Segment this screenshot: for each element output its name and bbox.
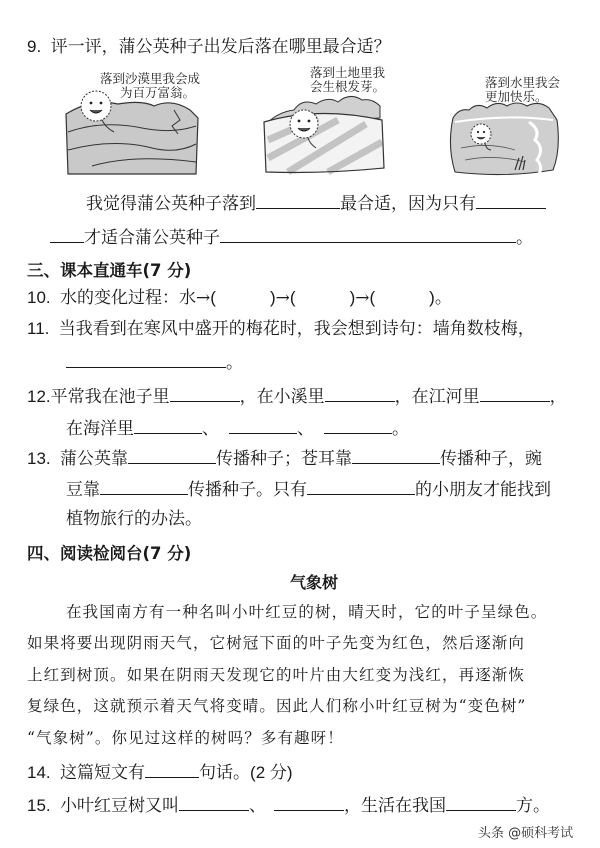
arrow-icon: → — [355, 288, 370, 308]
answer-blank[interactable] — [220, 225, 516, 243]
question-text: 传播种子。只有 — [188, 480, 307, 500]
separator: 、 — [202, 419, 219, 439]
question-text: 植物旅行的办法。 — [66, 509, 202, 529]
passage-line-2: 如果将要出现阴雨天气，它树冠下面的叶子先变为红色，然后逐渐向 — [27, 634, 526, 652]
paren-close: ) — [429, 288, 435, 307]
passage-title: 气象树 — [290, 573, 339, 592]
question-text: 豆靠 — [66, 480, 100, 500]
arrow-icon: → — [196, 288, 211, 308]
answer-blank[interactable] — [145, 760, 199, 778]
fill-text: 。 — [516, 228, 533, 248]
answer-blank[interactable] — [134, 416, 202, 434]
question-text: 在海洋里 — [66, 419, 134, 439]
soil-caption-line2: 会生根发芽。 — [310, 79, 386, 94]
question-number: 14. — [27, 763, 51, 782]
question-text: 评一评，蒲公英种子出发后落在哪里最合适？ — [50, 37, 391, 57]
question-text: ，在小溪里 — [239, 387, 325, 407]
paren-close: ) — [349, 288, 356, 307]
question-9-fill-line-2 — [50, 225, 533, 249]
question-text: 传播种子，豌 — [440, 449, 543, 469]
answer-blank[interactable] — [325, 384, 395, 402]
answer-blank[interactable] — [352, 446, 440, 464]
passage-line-4: 复绿色，这就预示着天气将变晴。因此人们称小叶红豆树为“变色树” — [27, 697, 527, 715]
question-text: 的小朋友才能找到 — [415, 480, 551, 500]
question-text: 这篇短文有 — [60, 763, 146, 783]
question-text: 水的变化过程：水 — [60, 288, 197, 308]
question-text: 句话。 — [199, 763, 251, 783]
question-text: 传播种子；苍耳靠 — [216, 449, 353, 469]
fill-text: 最合适，因为只有 — [340, 194, 476, 214]
separator: 、 — [249, 796, 267, 816]
paren-open: ( — [210, 288, 216, 307]
question-13 — [27, 446, 542, 470]
question-13-line-3 — [66, 508, 202, 530]
separator: 、 — [297, 419, 314, 439]
question-text: 蒲公英靠 — [60, 449, 129, 469]
answer-blank[interactable] — [50, 225, 84, 243]
answer-blank[interactable] — [170, 384, 240, 402]
question-10 — [27, 287, 452, 309]
score-label: (2 分) — [250, 763, 293, 782]
section-heading-4: 四、阅读检阅台(7 分) — [27, 544, 192, 563]
question-text: 当我看到在寒风中盛开的梅花时，我会想到诗句：墙角数枝梅， — [58, 319, 535, 339]
question-12 — [27, 384, 567, 408]
fill-text: 我觉得蒲公英种子落到 — [86, 194, 256, 214]
question-number: 12. — [27, 387, 51, 406]
question-number: 10. — [27, 288, 51, 307]
question-11 — [27, 318, 535, 340]
answer-blank[interactable] — [307, 477, 415, 495]
passage-line-3: 上红到树顶。如果在阴雨天发现它的叶片由大红变为浅红，再逐渐恢 — [27, 666, 526, 684]
answer-blank[interactable] — [100, 477, 188, 495]
question-number: 9. — [27, 37, 42, 56]
period: 。 — [434, 288, 452, 308]
water-caption-line1: 落到水里我会 — [485, 75, 561, 90]
soil-caption-line1: 落到土地里我 — [310, 65, 386, 80]
answer-blank[interactable] — [66, 350, 226, 368]
question-12-line-2 — [66, 416, 409, 440]
question-text: ，生活在我国 — [344, 796, 447, 816]
question-14 — [27, 760, 293, 784]
question-number: 15. — [27, 796, 51, 815]
answer-blank[interactable] — [446, 793, 516, 811]
desert-caption-line2: 为百万富翁。 — [120, 85, 196, 100]
answer-blank[interactable] — [274, 793, 344, 811]
answer-blank[interactable] — [128, 446, 216, 464]
answer-blank[interactable] — [324, 416, 392, 434]
question-number: 13. — [27, 449, 51, 468]
water-illustration — [445, 70, 563, 178]
question-text: ，在江河里 — [394, 387, 480, 407]
question-15 — [27, 793, 550, 817]
answer-blank[interactable] — [256, 191, 340, 209]
question-9-fill-line-1 — [86, 191, 546, 215]
water-caption-line2: 更加快乐。 — [485, 89, 548, 104]
question-9-prompt — [27, 36, 391, 58]
answer-blank[interactable] — [476, 191, 546, 209]
arrow-icon: → — [275, 288, 290, 308]
paren-open: ( — [369, 288, 376, 307]
question-text: ， — [549, 387, 567, 407]
soil-illustration — [258, 62, 388, 178]
period: 。 — [392, 419, 409, 439]
fill-text: 才适合蒲公英种子 — [84, 228, 220, 248]
watermark: 头条 @硕科考试 — [478, 826, 574, 841]
question-11-answer — [66, 350, 243, 374]
answer-blank[interactable] — [179, 793, 249, 811]
section-heading-3: 三、课本直通车(7 分) — [27, 261, 192, 280]
question-text: 小叶红豆树又叫 — [60, 796, 180, 816]
passage-line-5: “气象树”。你见过这样的树吗？多有趣呀！ — [27, 729, 344, 747]
period: 。 — [226, 353, 243, 373]
question-13-line-2 — [66, 477, 551, 501]
passage-line-1: 在我国南方有一种名叫小叶红豆的树，晴天时，它的叶子呈绿色。 — [66, 603, 548, 621]
paren-open: ( — [289, 288, 296, 307]
question-text: 方。 — [516, 796, 551, 816]
question-number: 11. — [27, 319, 50, 338]
desert-illustration — [62, 70, 202, 178]
answer-blank[interactable] — [229, 416, 297, 434]
answer-blank[interactable] — [480, 384, 550, 402]
paren-close: ) — [269, 288, 276, 307]
desert-caption-line1: 落到沙漠里我会成 — [100, 71, 201, 86]
question-text: 平常我在池子里 — [50, 387, 170, 407]
